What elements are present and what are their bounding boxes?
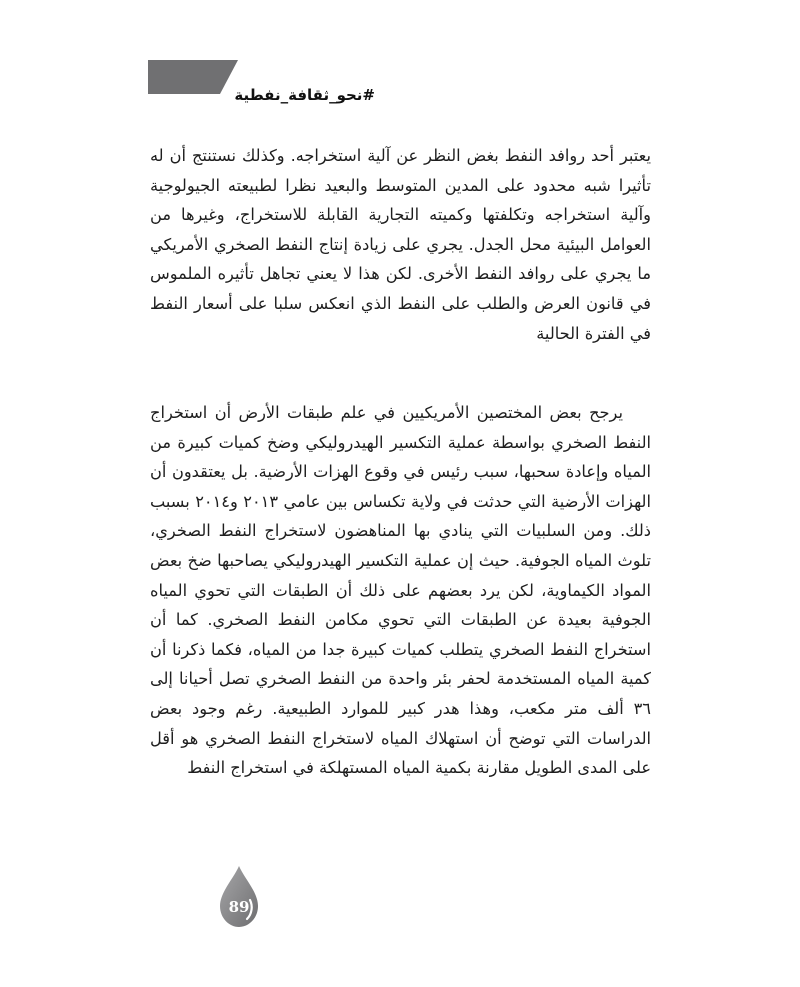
paragraph-text: يعتبر أحد روافد النفط بغض النظر عن آلية استخراجه. وكذلك نستنتج أن له تأثيرا شبه محدود على المدين المتوسط والبعيد نظرا لطبيعته الجيولوجية وآلية استخراجه وتكلفتها وكميته التجارية القابلة للاستخراج، وغيرها من العوامل البيئية محل الجدل. يجري على زيادة إنتاج النفط الصخري الأمريكي ما يجري على روافد النفط الأخرى. لكن هذا لا يعني تجاهل تأثيره الملموس في قانون العرض والطلب على النفط الذي انعكس سلبا على أسعار النفط في الفترة الحالية bbox=[150, 146, 651, 343]
chapter-hashtag: #نحو_ثقافة_نفطية bbox=[234, 86, 375, 104]
paragraph-text: يرجح بعض المختصين الأمريكيين في علم طبقات الأرض أن استخراج النفط الصخري بواسطة عملية التكسير الهيدروليكي وضخ كميات كبيرة من المياه وإعادة سحبها، سبب رئيس في وقوع الهزات الأرضية. بل يعتقدون أن الهزات الأرضية التي حدثت في ولاية تكساس بين عامي ٢٠١٣ و٢٠١٤ بسبب ذلك. ومن السلبيات التي ينادي بها المناهضون لاستخراج النفط الصخري، تلوث المياه الجوفية. حيث إن عملية التكسير الهيدروليكي يصاحبها ضخ بعض المواد الكيماوية، لكن يرد بعضهم على ذلك أن الطبقات التي تحوي المياه الجوفية بعيدة عن الطبقات التي تحوي مكامن النفط الصخري. كما أن استخراج النفط الصخري يتطلب كميات كبيرة جدا من المياه، فكما ذكرنا أن كمية المياه المستخدمة لحفر بئر واحدة من النفط الصخري تصل أحيانا إلى ٣٦ ألف متر مكعب، وهذا هدر كبير للموارد الطبيعية. رغم وجود بعض الدراسات التي توضح أن استهلاك المياه لاستخراج النفط الصخري هو أقل على المدى الطويل مقارنة بكمية المياه المستهلكة في استخراج النفط bbox=[150, 403, 651, 778]
body-paragraph-2 bbox=[150, 398, 651, 783]
oil-drop-icon bbox=[218, 866, 260, 928]
body-paragraph-1 bbox=[150, 141, 651, 348]
page-number: 89 bbox=[228, 898, 250, 916]
